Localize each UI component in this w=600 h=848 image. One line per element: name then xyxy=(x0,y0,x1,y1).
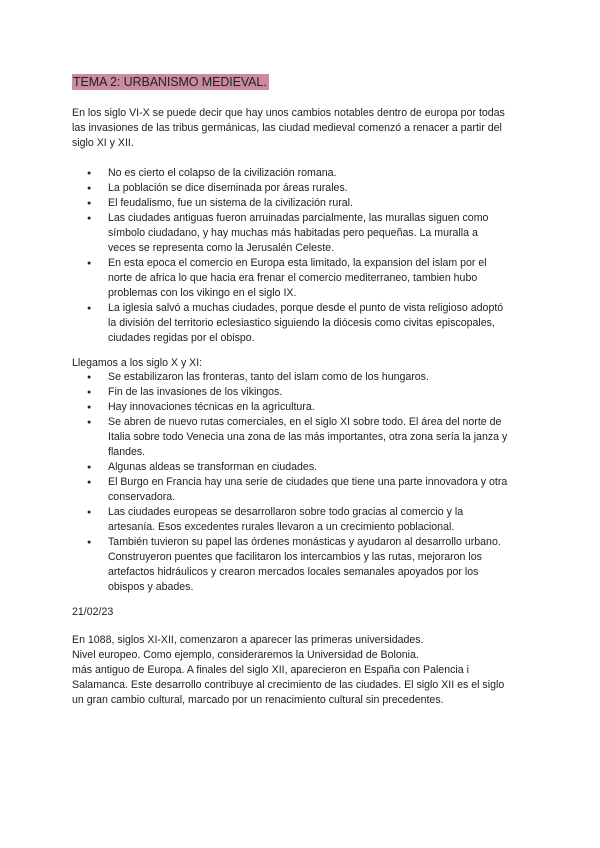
subheading xyxy=(72,356,532,371)
list-item-line: ● También tuvieron su papel las órdenes monásticas y ayudaron al desarrollo urbano. xyxy=(108,536,501,548)
list-item-line: ciudades regidas por el obispo. xyxy=(108,332,255,344)
date-stamp: 21/02/23 xyxy=(72,606,114,618)
closing-line: Nivel europeo. Como ejemplo, consideraremos la Universidad de Bolonia. xyxy=(72,649,419,661)
list-item xyxy=(72,415,534,460)
list-item-line: Construyeron puentes que facilitaron los intercambios y las rutas, mejoraron los xyxy=(108,551,482,563)
closing-line: Salamanca. Este desarrollo contribuye al crecimiento de las ciudades. El siglo XII es el siglo xyxy=(72,679,505,691)
list-item xyxy=(72,301,534,346)
closing-paragraph xyxy=(72,633,532,708)
intro-line: las invasiones de las tribus germánicas, las ciudad medieval comenzó a renacer a partir del xyxy=(72,122,502,134)
intro-line: siglo XI y XII. xyxy=(72,137,134,149)
list-item xyxy=(72,385,534,400)
list-item-line: ● La población se dice diseminada por áreas rurales. xyxy=(108,182,348,194)
list-item xyxy=(72,211,534,256)
list-item-line: conservadora. xyxy=(108,491,176,503)
list-item xyxy=(72,166,534,181)
list-item xyxy=(72,505,534,535)
intro-paragraph xyxy=(72,106,532,151)
list-item-line: Italia sobre todo Venecia una zona de las más importantes, otra zona sería la janza y xyxy=(108,431,508,443)
list-item-line: símbolo ciudadano, y hay muchas más habitadas pero pequeñas. La muralla a xyxy=(108,227,478,239)
list-item xyxy=(72,196,534,211)
list-item-line: ● Se estabilizaron las fronteras, tanto del islam como de los hungaros. xyxy=(108,371,429,383)
closing-line: En 1088, siglos XI-XII, comenzaron a aparecer las primeras universidades. xyxy=(72,634,424,646)
list-item xyxy=(72,256,534,301)
list-item xyxy=(72,400,534,415)
list-item-line: ● Las ciudades antiguas fueron arruinadas parcialmente, las murallas siguen como xyxy=(108,212,489,224)
list-item xyxy=(72,370,534,385)
list-item xyxy=(72,475,534,505)
list-item-line: norte de africa lo que hacia era frenar el comercio mediterraneo, tambien hubo xyxy=(108,272,478,284)
subheading-text: Llegamos a los siglo X y XI: xyxy=(72,357,203,369)
list-item xyxy=(72,460,534,475)
list-item-line: artefactos hidráulicos y crearon mercados locales semanales apoyados por los xyxy=(108,566,479,578)
list-item-line: ● Fin de las invasiones de los vikingos. xyxy=(108,386,283,398)
list-item-line: veces se representa como la Jerusalén Celeste. xyxy=(108,242,335,254)
closing-line: un gran cambio cultural, marcado por un renacimiento cultural sin precedentes. xyxy=(72,694,444,706)
list-item-line: ● No es cierto el colapso de la civilización romana. xyxy=(108,167,337,179)
list-item-line: la división del territorio eclesiastico siguiendo la diócesis como civitas episcopales, xyxy=(108,317,495,329)
list-item-line: ● La iglesia salvó a muchas ciudades, porque desde el punto de vista religioso adoptó xyxy=(108,302,504,314)
list-item-line: ● El feudalismo, fue un sistema de la civilización rural. xyxy=(108,197,353,209)
bullet-list-early-medieval xyxy=(72,166,534,346)
list-item-line: obispos y abades. xyxy=(108,581,194,593)
page-title: TEMA 2: URBANISMO MEDIEVAL. xyxy=(73,75,267,89)
list-item-line: artesanía. Esos excedentes rurales llevaron a un crecimiento poblacional. xyxy=(108,521,455,533)
list-item-line: ● Las ciudades europeas se desarrollaron sobre todo gracias al comercio y la xyxy=(108,506,464,518)
list-item xyxy=(72,535,534,595)
list-item-line: ● Se abren de nuevo rutas comerciales, en el siglo XI sobre todo. El área del norte de xyxy=(108,416,502,428)
closing-line: más antiguo de Europa. A finales del siglo XII, aparecieron en España con Palencia i xyxy=(72,664,469,676)
list-item xyxy=(72,181,534,196)
list-item-line: problemas con los vikingo en el siglo IX. xyxy=(108,287,297,299)
intro-line: En los siglo VI-X se puede decir que hay unos cambios notables dentro de europa por todas xyxy=(72,107,505,119)
list-item-line: flandes. xyxy=(108,446,146,458)
list-item-line: ● Hay innovaciones técnicas en la agricultura. xyxy=(108,401,315,413)
bullet-list-x-xi xyxy=(72,370,534,595)
list-item-line: ● En esta epoca el comercio en Europa esta limitado, la expansion del islam por el xyxy=(108,257,487,269)
list-item-line: ● Algunas aldeas se transforman en ciudades. xyxy=(108,461,318,473)
list-item-line: ● El Burgo en Francia hay una serie de ciudades que tiene una parte innovadora y otra xyxy=(108,476,508,488)
